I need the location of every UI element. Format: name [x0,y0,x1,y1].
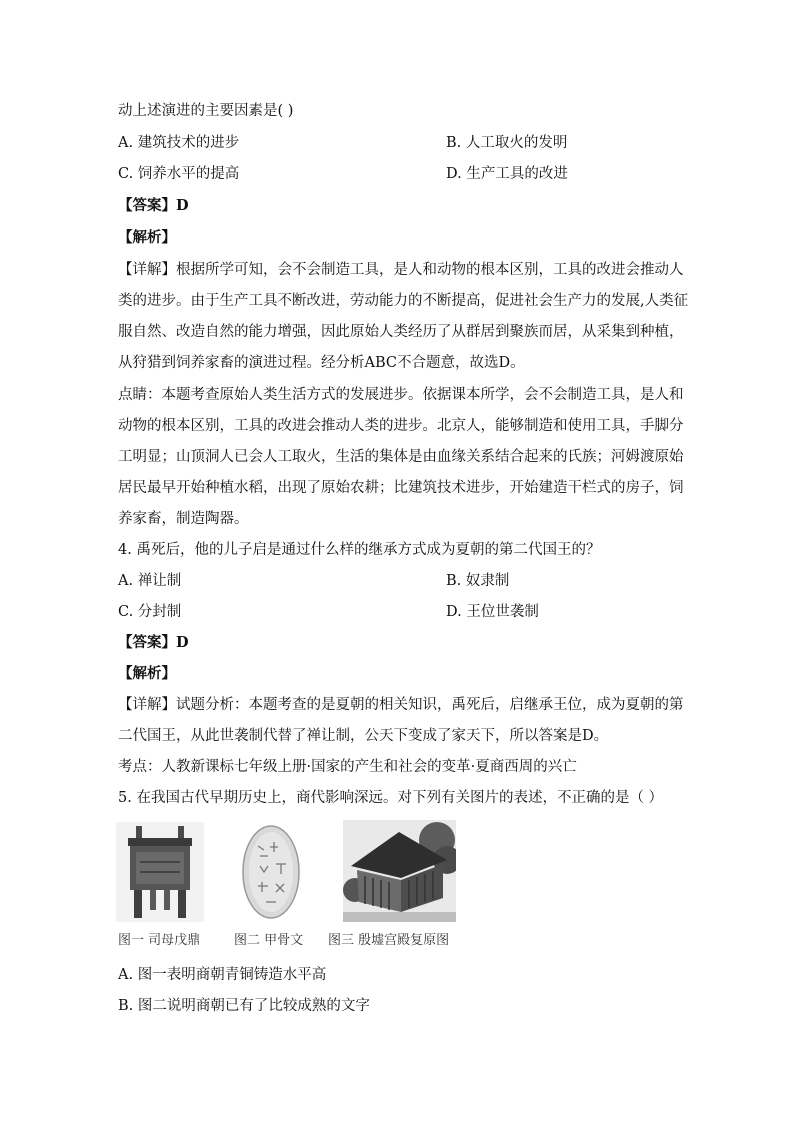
q4-kaodian: 考点：人教新课标七年级上册·国家的产生和社会的变革·夏商西周的兴亡 [118,759,577,775]
q4-option-b: B. 奴隶制 [446,573,510,589]
q3-detail-line: 服自然、改造自然的能力增强，因此原始人类经历了从群居到聚族而居，从采集到种植， [118,324,684,340]
q4-option-d: D. 王位世袭制 [446,604,539,620]
q3-comment-line: 点睛：本题考查原始人类生活方式的发展进步。依据课本所学，会不会制造工具，是人和 [118,387,684,403]
q3-comment-line: 养家畜，制造陶器。 [118,511,249,527]
fig2-caption: 图二 甲骨文 [234,933,304,948]
q4-answer: 【答案】D [118,634,189,651]
q4-detail-line: 二代国王，从此世袭制代替了禅让制，公天下变成了家天下，所以答案是D。 [118,728,609,744]
q4-detail-line: 【详解】试题分析：本题考查的是夏朝的相关知识，禹死后，启继承王位，成为夏朝的第 [118,697,684,713]
q3-analysis-label: 【解析】 [118,229,176,246]
q3-option-c: C. 饲养水平的提高 [118,166,240,182]
q5-option-b: B. 图二说明商朝已有了比较成熟的文字 [118,998,370,1014]
q3-option-d: D. 生产工具的改进 [446,166,568,182]
q3-option-a: A. 建筑技术的进步 [118,135,240,151]
q5-option-a: A. 图一表明商朝青铜铸造水平高 [118,967,327,983]
oracle-bone-image [236,822,306,922]
q3-comment-line: 动物的根本区别，工具的改进会推动人类的进步。北京人，能够制造和使用工具，手脚分 [118,418,684,434]
q5-stem: 5. 在我国古代早期历史上，商代影响深远。对下列有关图片的表述，不正确的是（ ） [118,790,664,806]
q4-option-c: C. 分封制 [118,604,182,620]
q3-comment-line: 工明显；山顶洞人已会人工取火，生活的集体是由血缘关系结合起来的氏族；河姆渡原始 [118,449,684,465]
q3-detail-line: 从狩猎到饲养家畜的演进过程。经分析ABC不合题意，故选D。 [118,355,525,371]
q3-answer: 【答案】D [118,197,189,214]
q4-analysis-label: 【解析】 [118,665,176,682]
q3-option-b: B. 人工取火的发明 [446,135,568,151]
yinxu-palace-image [343,820,456,922]
fig3-caption: 图三 殷墟宫殿复原图 [328,933,450,948]
simuwu-ding-image [116,822,204,922]
q3-stem-tail: 动上述演进的主要因素是( ) [118,103,294,119]
q3-detail-line: 【详解】根据所学可知，会不会制造工具，是人和动物的根本区别，工具的改进会推动人 [118,262,684,278]
q3-detail-line: 类的进步。由于生产工具不断改进，劳动能力的不断提高，促进社会生产力的发展,人类征 [118,293,689,309]
q4-stem: 4. 禹死后，他的儿子启是通过什么样的继承方式成为夏朝的第二代国王的？ [118,542,601,558]
q3-comment-line: 居民最早开始种植水稻，出现了原始农耕；比建筑技术进步，开始建造干栏式的房子，饲 [118,480,684,496]
fig1-caption: 图一 司母戊鼎 [118,933,201,948]
q4-option-a: A. 禅让制 [118,573,182,589]
